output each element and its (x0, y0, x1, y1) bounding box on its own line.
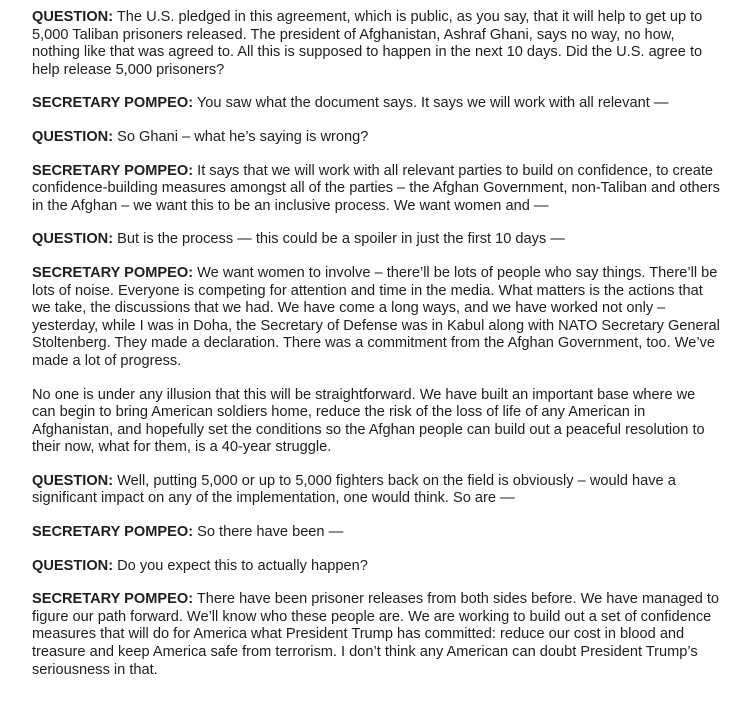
transcript-paragraph (32, 231, 722, 249)
paragraph-text: Well, putting 5,000 or up to 5,000 fighters back on the field is obviously – would have a significant impact on any of the implementation, one would think. So are — (32, 472, 676, 507)
transcript-paragraph (32, 558, 722, 576)
paragraph-text: But is the process — this could be a spoiler in just the first 10 days — (113, 231, 565, 248)
paragraph-text: So Ghani – what he’s saying is wrong? (113, 128, 369, 145)
transcript-paragraph (32, 524, 722, 542)
transcript-paragraph (32, 9, 722, 79)
paragraph-text: You saw what the document says. It says we will work with all relevant — (193, 95, 669, 112)
paragraph-text: No one is under any illusion that this will be straightforward. We have built an important base where we can begin to bring American soldiers home, reduce the risk of the loss of life of any American in Afghanistan, and hopefully set the conditions so the Afghan people can build out a peaceful resolution to their now, what for them, is a 40-year struggle. (32, 386, 705, 456)
paragraph-text: There have been prisoner releases from both sides before. We have managed to figure our path forward. We’ll know who these people are. We are working to build out a set of confidence measures that will do for America what President Trump has committed: reduce our cost in blood and treasure and keep America safe from terrorism. I don’t think any American can doubt President Trump’s seriousness in that. (32, 591, 720, 678)
speaker-label: QUESTION: (32, 472, 114, 489)
transcript-paragraph (32, 591, 722, 679)
paragraph-text: So there have been — (193, 524, 344, 541)
transcript-paragraph (32, 265, 722, 371)
speaker-label: SECRETARY POMPEO: (32, 524, 194, 541)
paragraph-text: Do you expect this to actually happen? (113, 557, 368, 574)
speaker-label: SECRETARY POMPEO: (32, 591, 194, 608)
speaker-label: QUESTION: (32, 231, 114, 248)
speaker-label: SECRETARY POMPEO: (32, 95, 194, 112)
paragraph-text: We want women to involve – there’ll be lots of people who say things. There’ll be lots of noise. Everyone is competing for attention and time in the media. What matters is the actions that we take, the discussions that we had. We have come a long ways, and we have worked not only – yesterday, while I was in Doha, the Secretary of Defense was in Kabul along with NATO Secretary General Stoltenberg. They made a declaration. There was a commitment from the Afghan Government, too. We’ve made a lot of progress. (32, 264, 720, 369)
transcript-paragraph (32, 163, 722, 216)
transcript-paragraph (32, 95, 722, 113)
speaker-label: QUESTION: (32, 557, 114, 574)
speaker-label: QUESTION: (32, 128, 114, 145)
transcript (32, 9, 722, 695)
speaker-label: QUESTION: (32, 9, 114, 25)
speaker-label: SECRETARY POMPEO: (32, 162, 194, 179)
transcript-paragraph (32, 129, 722, 147)
paragraph-text: The U.S. pledged in this agreement, which is public, as you say, that it will help to get up to 5,000 Taliban prisoners released. The president of Afghanistan, Ashraf Ghani, says no way, no how, nothing like that was agreed to. All this is supposed to happen in the next 10 days. Did the U.S. agree to help release 5,000 prisoners? (32, 9, 703, 78)
paragraph-text: It says that we will work with all relevant parties to build on confidence, to create confidence-building measures amongst all of the parties – the Afghan Government, non-Taliban and others in the Afghan – we want this to be an inclusive process. We want women and — (32, 162, 720, 214)
transcript-paragraph (32, 473, 722, 508)
speaker-label: SECRETARY POMPEO: (32, 264, 194, 281)
transcript-paragraph (32, 387, 722, 457)
